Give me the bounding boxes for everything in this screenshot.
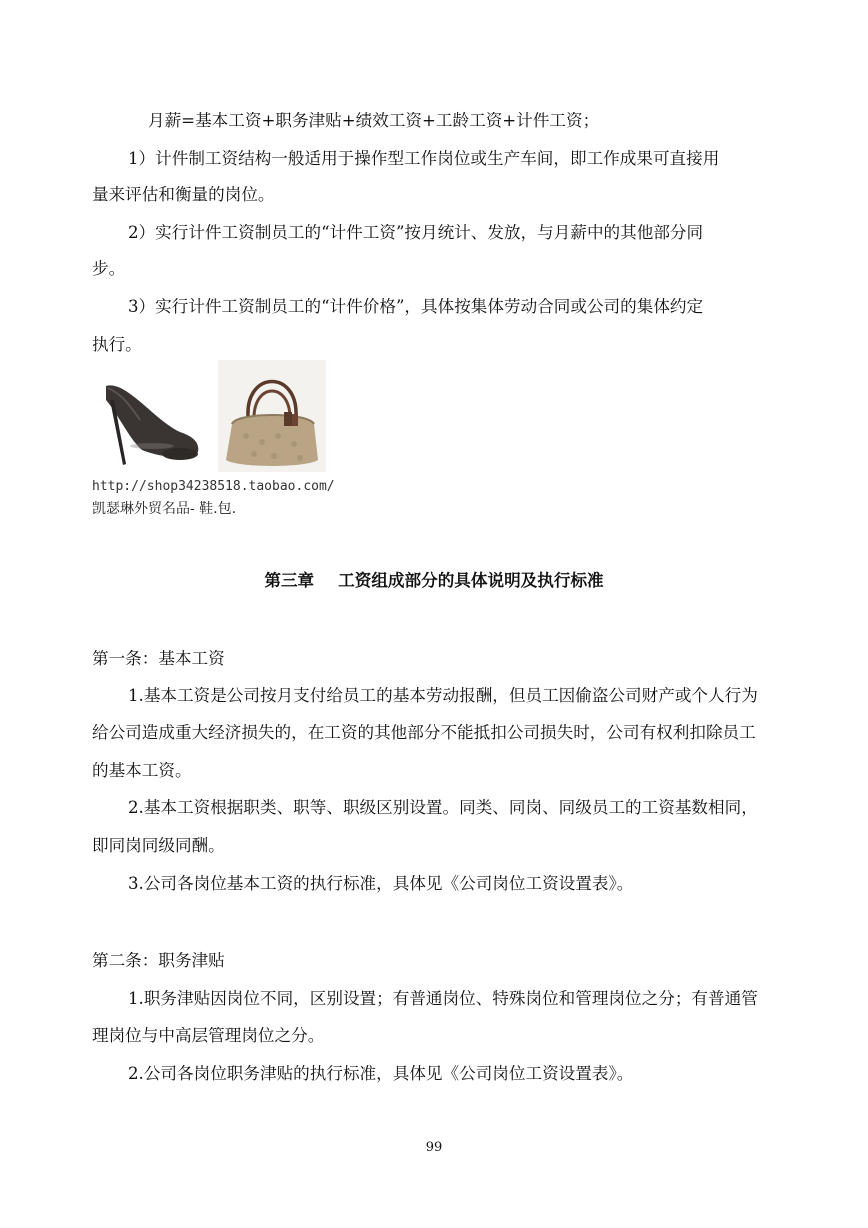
piecework-item-1-line-2: 量来评估和衡量的岗位。 bbox=[92, 185, 275, 204]
shop-name: 凯瑟琳外贸名品- 鞋.包. bbox=[92, 501, 237, 517]
article-2-item-2-line-1: 2.公司各岗位职务津贴的执行标准，具体见《公司岗位工资设置表》。 bbox=[128, 1064, 634, 1083]
chapter-heading bbox=[0, 570, 868, 592]
piecework-item-2-line-2: 步。 bbox=[92, 259, 126, 278]
article-1-item-1-line-1: 1.基本工资是公司按月支付给员工的基本劳动报酬，但员工因偷盗公司财产或个人行为 bbox=[128, 686, 758, 705]
article-2-title: 第二条：职务津贴 bbox=[92, 951, 225, 970]
handbag-image bbox=[218, 360, 326, 472]
article-2-item-1-line-1: 1.职务津贴因岗位不同，区别设置；有普通岗位、特殊岗位和管理岗位之分；有普通管 bbox=[128, 989, 758, 1008]
chapter-number: 第三章 bbox=[264, 571, 315, 590]
article-1-item-1-line-2: 给公司造成重大经济损失的，在工资的其他部分不能抵扣公司损失时，公司有权利扣除员工 bbox=[92, 723, 756, 742]
shoe-image bbox=[92, 360, 204, 472]
article-1-title: 第一条：基本工资 bbox=[92, 649, 225, 668]
piecework-item-2-line-1: 2）实行计件工资制员工的“计件工资”按月统计、发放，与月薪中的其他部分同 bbox=[128, 223, 704, 242]
salary-formula: 月薪=基本工资+职务津贴+绩效工资+工龄工资+计件工资； bbox=[148, 111, 600, 130]
shop-url-link[interactable]: http://shop34238518.taobao.com/ bbox=[92, 479, 335, 494]
article-1-item-2-line-2: 即同岗同级同酬。 bbox=[92, 836, 225, 855]
piecework-item-3-line-2: 执行。 bbox=[92, 335, 142, 354]
article-1-item-2-line-1: 2.基本工资根据职类、职等、职级区别设置。同类、同岗、同级员工的工资基数相同， bbox=[128, 798, 758, 817]
article-1-item-1-line-3: 的基本工资。 bbox=[92, 761, 192, 780]
chapter-title: 工资组成部分的具体说明及执行标准 bbox=[338, 571, 604, 590]
piecework-item-1-line-1: 1）计件制工资结构一般适用于操作型工作岗位或生产车间，即工作成果可直接用 bbox=[128, 149, 720, 168]
page-number: 99 bbox=[425, 1140, 443, 1155]
piecework-item-3-line-1: 3）实行计件工资制员工的“计件价格”，具体按集体劳动合同或公司的集体约定 bbox=[128, 297, 704, 316]
article-2-item-1-line-2: 理岗位与中高层管理岗位之分。 bbox=[92, 1026, 325, 1045]
article-1-item-3-line-1: 3.公司各岗位基本工资的执行标准，具体见《公司岗位工资设置表》。 bbox=[128, 874, 634, 893]
